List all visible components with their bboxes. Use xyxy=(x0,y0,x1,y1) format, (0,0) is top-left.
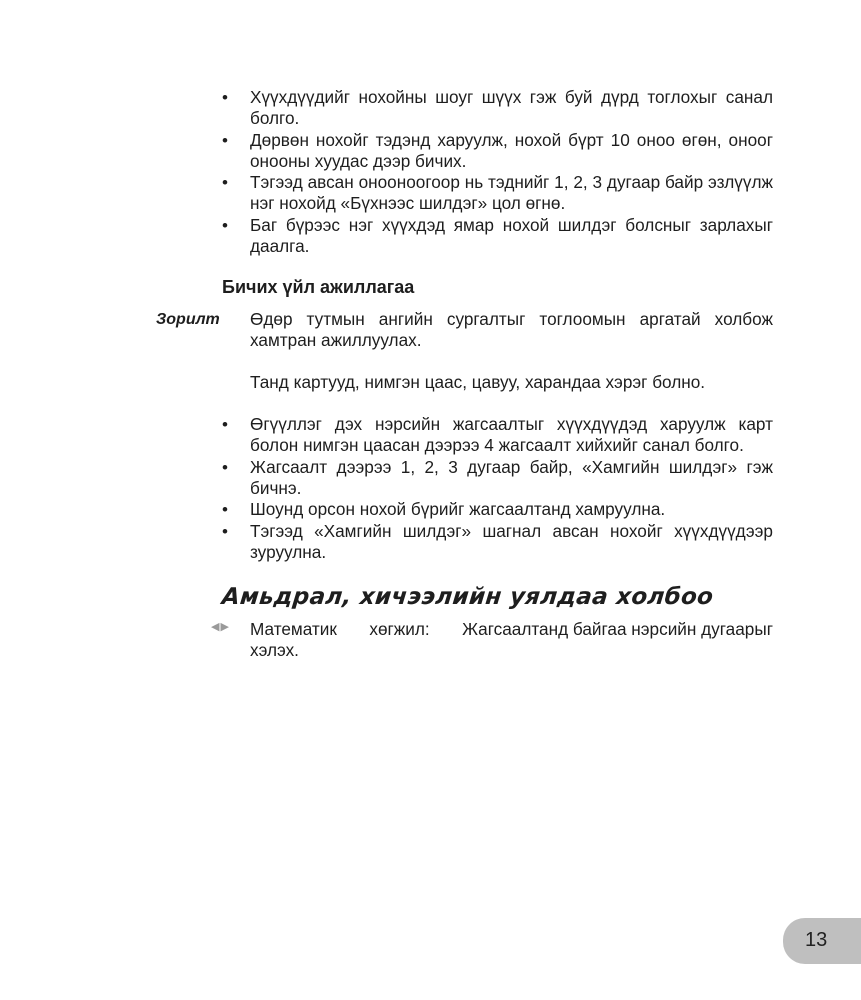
materials-text: Танд картууд, нимгэн цаас, цавуу, харандаа хэрэг болно. xyxy=(250,372,706,392)
list-item: • Шоунд орсон нохой бүрийг жагсаалтанд хамруулна. xyxy=(222,499,666,519)
list-item: • Тэгээд авсан онооноогоор нь тэднийг 1, 2, 3 дугаар байр эзлүүлж нэг нохойд «Бүхнээс шилдэг» цол өгнө. xyxy=(222,172,773,213)
list-item: • Хүүхдүүдийг нохойны шоуг шүүх гэж буй дүрд тоглохыг санал болго. xyxy=(222,87,773,128)
bullet-icon: • xyxy=(222,88,228,107)
bullet-icon: • xyxy=(222,500,228,519)
link-subject-b: хөгжил: xyxy=(369,619,430,639)
top-bullet-list xyxy=(222,87,773,257)
goal-label: Зорилт xyxy=(156,311,220,328)
link-continuation: хэлэх. xyxy=(250,640,299,660)
goal-text: Өдөр тутмын ангийн сургалтыг тоглоомын аргатай холбож хамтран ажиллуулах. xyxy=(250,309,773,350)
link-rest: Жагсаалтанд байгаа нэрсийн дугаарыг xyxy=(462,619,773,639)
section-heading: Бичих үйл ажиллагаа xyxy=(222,277,415,297)
bullet-icon: • xyxy=(222,130,228,150)
list-item: • Өгүүллэг дэх нэрсийн жагсаалтыг хүүхдүүдэд харуулж карт болон нимгэн цаасан дээрээ 4 жагсаалт хийхийг санал болго. xyxy=(222,414,773,455)
link-heading: Амьдрал, хичээлийн уялдаа холбоо xyxy=(220,584,715,610)
list-item: • Дөрвөн нохойг тэдэнд харуулж, нохой бүрт 10 оноо өгөн, оноог онооны хуудас дээр бичих. xyxy=(222,129,773,171)
link-text xyxy=(250,619,773,661)
list-item: • Тэгээд «Хамгийн шилдэг» шагнал авсан нохойг хүүхдүүдээр зуруулна. xyxy=(222,520,773,562)
page-number-tab xyxy=(783,918,861,964)
bottom-bullet-list xyxy=(222,414,773,563)
bullet-icon: • xyxy=(222,521,228,541)
link-subject-a: Математик xyxy=(250,619,337,639)
bullet-icon: • xyxy=(222,415,228,434)
list-item: • Жагсаалт дээрээ 1, 2, 3 дугаар байр, «Хамгийн шилдэг» гэж бичнэ. xyxy=(222,456,773,498)
bullet-icon: • xyxy=(222,173,228,192)
page-number: 13 xyxy=(805,929,828,951)
bullet-icon: • xyxy=(222,457,228,477)
arrows-icon: ◀▶ xyxy=(211,621,230,633)
list-item: • Баг бүрээс нэг хүүхдэд ямар нохой шилдэг болсныг зарлахыг даалга. xyxy=(222,214,773,256)
bullet-icon: • xyxy=(222,215,228,235)
